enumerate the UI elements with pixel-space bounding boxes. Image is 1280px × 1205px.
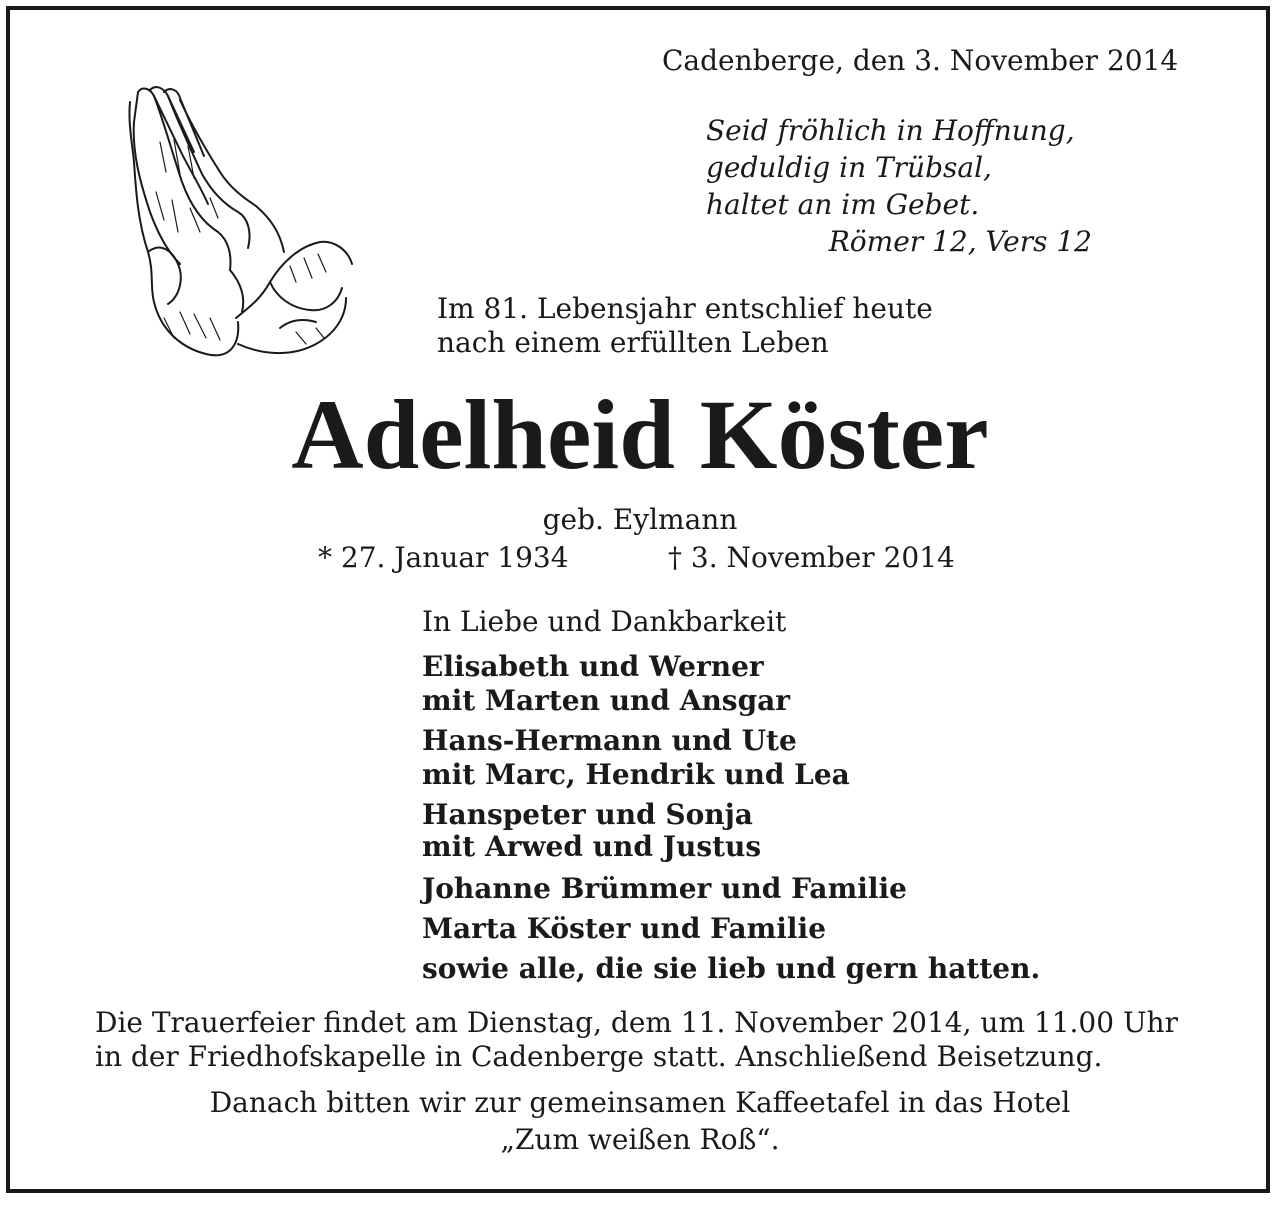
mourner-group [422,724,850,792]
intro-line: nach einem erfüllten Leben [437,326,829,359]
mourner-line: Johanne Brümmer und Familie [422,872,907,905]
mourner-group [422,912,826,946]
service-line: in der Friedhofskapelle in Cadenberge statt. Anschließend Beisetzung. [95,1040,1103,1073]
maiden-name: geb. Eylmann [542,503,738,536]
coffee-line: Danach bitten wir zur gemeinsamen Kaffeetafel in das Hotel [209,1086,1071,1119]
mourner-line: mit Arwed und Justus [422,830,762,863]
mourner-line: Hans-Hermann und Ute [422,724,797,757]
mourner-group [422,798,761,862]
verse-line: geduldig in Trübsal, [706,151,992,184]
praying-hands-icon [120,82,360,372]
funeral-service-info [95,1006,1178,1074]
mourner-line: mit Marc, Hendrik und Lea [422,758,850,791]
birth-date: * 27. Januar 1934 [318,541,569,574]
mourner-line: Hanspeter und Sonja [422,798,753,831]
deceased-name: Adelheid Köster [291,379,989,490]
service-line: Die Trauerfeier findet am Dienstag, dem 11. November 2014, um 11.00 Uhr [95,1006,1178,1039]
bible-verse [706,112,1092,260]
intro-text [437,292,933,360]
verse-line: haltet an im Gebet. [706,188,980,221]
place-date: Cadenberge, den 3. November 2014 [662,44,1179,77]
mourner-group [422,952,1040,986]
death-date: † 3. November 2014 [668,541,955,574]
coffee-line: „Zum weißen Roß“. [500,1123,780,1156]
coffee-invitation [0,1084,1280,1158]
mourner-line: mit Marten und Ansgar [422,684,791,717]
mourner-group [422,872,907,906]
intro-line: Im 81. Lebensjahr entschlief heute [437,292,933,325]
mourner-line: sowie alle, die sie lieb und gern hatten. [422,952,1041,985]
mourner-line: Elisabeth und Werner [422,650,764,683]
mourner-group [422,650,790,718]
verse-line: Seid fröhlich in Hoffnung, [706,114,1075,147]
thanks-line: In Liebe und Dankbarkeit [422,605,787,638]
verse-reference: Römer 12, Vers 12 [828,225,1092,258]
mourner-line: Marta Köster und Familie [422,912,827,945]
